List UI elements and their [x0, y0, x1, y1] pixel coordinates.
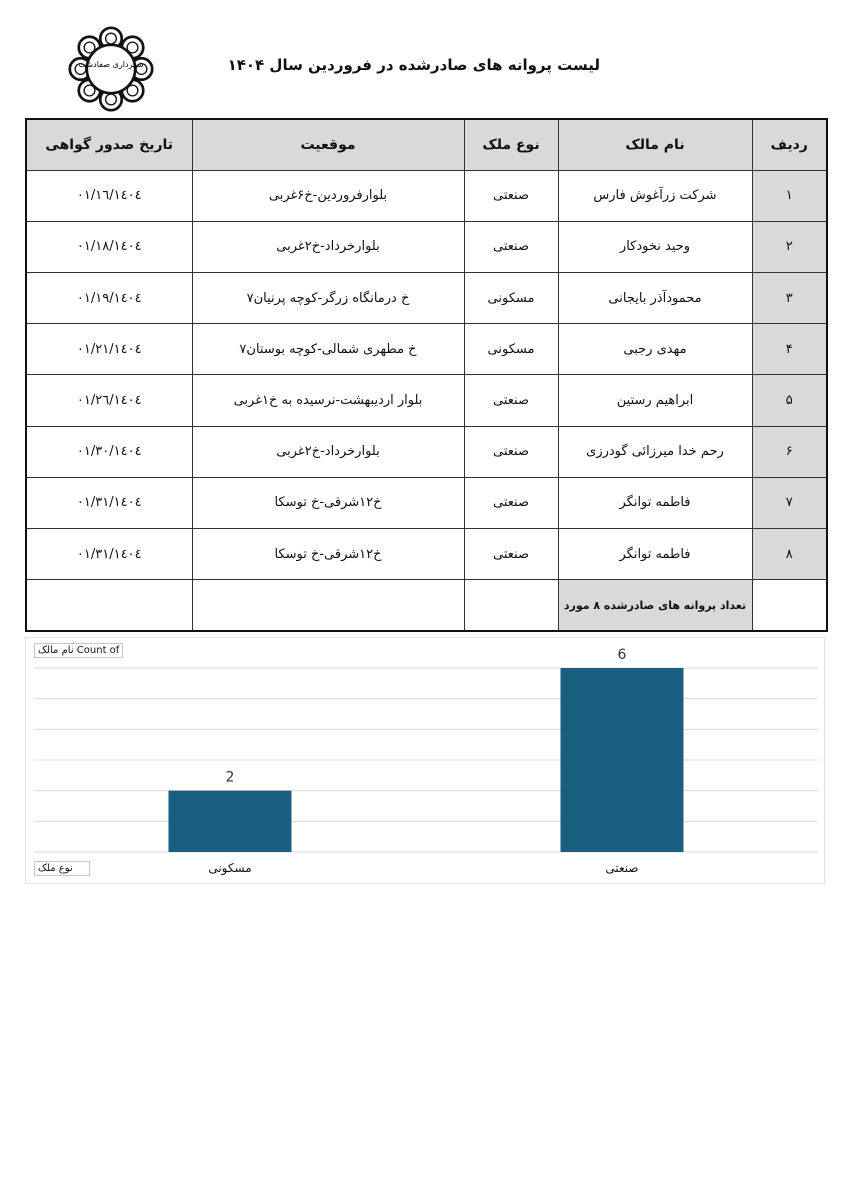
table-row: [26, 477, 827, 528]
location: بلوار اردیبهشت-نرسیده به خ۱غربی: [192, 375, 464, 426]
table-row: [26, 529, 827, 580]
location: خ۱۲شرقی-خ توسکا: [192, 529, 464, 580]
row-number: ۱: [752, 170, 827, 221]
location: خ درمانگاه زرگر-کوچه پرنیان۷: [192, 272, 464, 323]
issue-date: ۱٤۰٤/۰۱/۳۱: [26, 529, 192, 580]
property-type: صنعتی: [464, 170, 558, 221]
total-empty-cell: [752, 580, 827, 631]
issue-date: ۱٤۰٤/۰۱/۲۱: [26, 324, 192, 375]
row-number: ۳: [752, 272, 827, 323]
property-type: مسکونی: [464, 324, 558, 375]
category-label: صنعتی: [605, 861, 639, 875]
row-number: ۷: [752, 477, 827, 528]
issue-date: ۱٤۰٤/۰۱/۳۱: [26, 477, 192, 528]
header-location: موقعیت: [192, 119, 464, 170]
total-empty-cell: [192, 580, 464, 631]
data-label: 6: [617, 647, 627, 663]
axis-field-button[interactable]: نوع ملک: [34, 861, 90, 876]
svg-text:شهرداری صفادشت: شهرداری صفادشت: [78, 60, 144, 70]
location: خ۱۲شرقی-خ توسکا: [192, 477, 464, 528]
table-row: [26, 426, 827, 477]
row-number: ۸: [752, 529, 827, 580]
total-empty-cell: [464, 580, 558, 631]
chart-canvas: [26, 638, 824, 883]
owner-name: فاطمه توانگر: [558, 529, 752, 580]
property-type: صنعتی: [464, 426, 558, 477]
property-type: صنعتی: [464, 477, 558, 528]
property-type: مسکونی: [464, 272, 558, 323]
owner-name: ابراهیم رستین: [558, 375, 752, 426]
total-permits-label: تعداد پروانه های صادرشده ۸ مورد: [558, 580, 752, 631]
permits-table: [25, 118, 828, 632]
property-type: صنعتی: [464, 221, 558, 272]
owner-name: محمودآذر بایجانی: [558, 272, 752, 323]
location: بلوارخرداد-خ۲غربی: [192, 221, 464, 272]
issue-date: ۱٤۰٤/۰۱/۲٦: [26, 375, 192, 426]
owner-name: فاطمه توانگر: [558, 477, 752, 528]
table-row: [26, 375, 827, 426]
header-issue-date: تاریخ صدور گواهی: [26, 119, 192, 170]
header-owner-name: نام مالک: [558, 119, 752, 170]
location: بلوارخرداد-خ۲غربی: [192, 426, 464, 477]
row-number: ۶: [752, 426, 827, 477]
table-row: [26, 221, 827, 272]
row-number: ۴: [752, 324, 827, 375]
location: خ مطهری شمالی-کوچه بوستان۷: [192, 324, 464, 375]
header-property-type: نوع ملک: [464, 119, 558, 170]
data-label: 2: [225, 769, 235, 786]
total-row: [26, 580, 827, 631]
issue-date: ۱٤۰٤/۰۱/۱۸: [26, 221, 192, 272]
category-label: مسکونی: [208, 861, 252, 875]
row-number: ۵: [752, 375, 827, 426]
owner-name: وحید نخودکار: [558, 221, 752, 272]
issue-date: ۱٤۰٤/۰۱/۳۰: [26, 426, 192, 477]
table-row: [26, 324, 827, 375]
table-header-row: [26, 119, 827, 170]
bar: [169, 791, 292, 852]
property-type-chart: [25, 637, 825, 884]
table-row: [26, 170, 827, 221]
location: بلوارفروردین-خ۶غربی: [192, 170, 464, 221]
owner-name: شرکت زرآغوش فارس: [558, 170, 752, 221]
total-empty-cell: [26, 580, 192, 631]
owner-name: رحم خدا میرزائی گودرزی: [558, 426, 752, 477]
property-type: صنعتی: [464, 375, 558, 426]
value-field-button[interactable]: نام مالک Count of: [34, 643, 123, 658]
municipality-logo: [66, 26, 156, 112]
header-row-number: ردیف: [752, 119, 827, 170]
issue-date: ۱٤۰٤/۰۱/۱٦: [26, 170, 192, 221]
issue-date: ۱٤۰٤/۰۱/۱۹: [26, 272, 192, 323]
row-number: ۲: [752, 221, 827, 272]
page-title: لیست پروانه های صادرشده در فروردین سال ۱۴۰۴: [227, 56, 600, 74]
property-type: صنعتی: [464, 529, 558, 580]
owner-name: مهدی رجبی: [558, 324, 752, 375]
bar: [561, 668, 684, 852]
table-row: [26, 272, 827, 323]
